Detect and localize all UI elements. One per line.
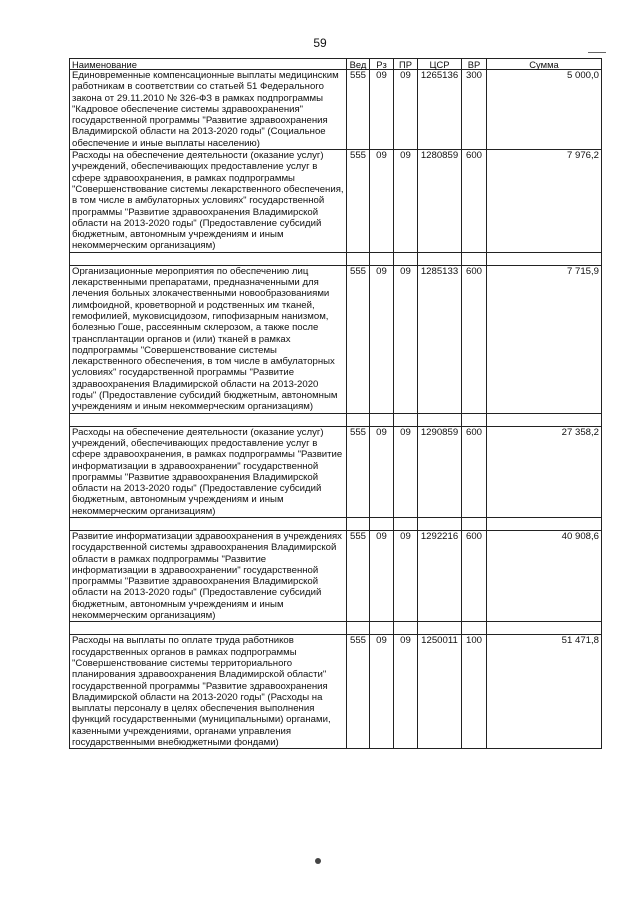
row-vr: 600: [462, 265, 487, 413]
table-row: [70, 265, 602, 413]
row-sum: 5 000,0: [487, 70, 602, 150]
page-number: 59: [313, 36, 327, 50]
row-pr: 09: [394, 530, 418, 621]
row-name: Расходы на выплаты по оплате труда работников государственных органов в рамках подпрограммы "Совершенствование системы территориального планирования здравоохранения Владимирской области" государственной программы "Развитие здравоохранения Владимирской области на 2013-2020 годы" (Расходы на выплаты персоналу в целях обеспечения выполнения функций государственными (муниципальными) органами, казенными учреждениями, органами управления государственными внебюджетными фондами): [70, 635, 347, 749]
row-csr: 1250011: [418, 635, 462, 749]
row-pr: 09: [394, 426, 418, 517]
header-ved: Вед: [347, 59, 370, 70]
header-name: Наименование: [70, 59, 347, 70]
table-row: [70, 150, 602, 253]
row-ved: 555: [347, 635, 370, 749]
row-rz: 09: [370, 426, 394, 517]
row-name: Расходы на обеспечение деятельности (оказание услуг) учреждений, обеспечивающих предоставление услуг в сфере здравоохранения, в рамках подпрограммы "Совершенствование системы лекарственного обеспечения, в том числе в амбулаторных условиях" государственной программы "Развитие здравоохранения Владимирской области на 2013-2020 годы" (Предоставление субсидий бюджетным, автономным учреждениям и иным некоммерческим организациям): [70, 150, 347, 253]
row-rz: 09: [370, 530, 394, 621]
row-pr: 09: [394, 635, 418, 749]
table-row: [70, 426, 602, 517]
row-sum: 27 358,2: [487, 426, 602, 517]
row-rz: 09: [370, 150, 394, 253]
row-sum: 7 976,2: [487, 150, 602, 253]
row-sum: 40 908,6: [487, 530, 602, 621]
row-sum: 51 471,8: [487, 635, 602, 749]
row-gap: [70, 413, 602, 426]
row-csr: 1292216: [418, 530, 462, 621]
row-vr: 100: [462, 635, 487, 749]
row-name: Единовременные компенсационные выплаты медицинским работникам в соответствии со статьей 51 Федерального закона от 29.11.2010 № 326-ФЗ в рамках подпрограммы "Кадровое обеспечение системы здравоохранения" государственной программы "Развитие здравоохранения Владимирской области на 2013-2020 годы" (Социальное обеспечение и иные выплаты населению): [70, 70, 347, 150]
row-ved: 555: [347, 150, 370, 253]
row-pr: 09: [394, 265, 418, 413]
row-vr: 600: [462, 426, 487, 517]
margin-mark: [588, 52, 606, 53]
row-csr: 1285133: [418, 265, 462, 413]
row-ved: 555: [347, 70, 370, 150]
row-rz: 09: [370, 635, 394, 749]
row-csr: 1265136: [418, 70, 462, 150]
header-sum: Сумма: [487, 59, 602, 70]
table-row: [70, 70, 602, 150]
row-gap: [70, 622, 602, 635]
row-ved: 555: [347, 265, 370, 413]
row-pr: 09: [394, 70, 418, 150]
header-csr: ЦСР: [418, 59, 462, 70]
row-vr: 600: [462, 150, 487, 253]
row-name: Развитие информатизации здравоохранения в учреждениях государственной системы здравоохранения Владимирской области в рамках подпрограммы "Развитие информатизации в здравоохранении" государственной программы "Развитие здравоохранения Владимирской области на 2013-2020 годы" (Предоставление субсидий бюджетным, автономным учреждениям и иным некоммерческим организациям): [70, 530, 347, 621]
row-rz: 09: [370, 70, 394, 150]
row-ved: 555: [347, 426, 370, 517]
header-rz: Рз: [370, 59, 394, 70]
table-header-row: [70, 59, 602, 70]
table-row: [70, 635, 602, 749]
row-sum: 7 715,9: [487, 265, 602, 413]
row-gap: [70, 252, 602, 265]
row-vr: 600: [462, 530, 487, 621]
row-ved: 555: [347, 530, 370, 621]
row-vr: 300: [462, 70, 487, 150]
budget-table: [69, 58, 602, 749]
row-name: Организационные мероприятия по обеспечению лиц лекарственными препаратами, предназначенными для лечения больных злокачественными новообразованиями лимфоидной, кроветворной и родственных им тканей, гемофилией, муковисцидозом, гипофизарным нанизмом, болезнью Гоше, рассеянным склерозом, а также после трансплантации органов и (или) тканей в рамках подпрограммы "Совершенствование системы лекарственного обеспечения, в том числе в амбулаторных условиях" государственной программы "Развитие здравоохранения Владимирской области на 2013-2020 годы" (Предоставление субсидий бюджетным, автономным учреждениям и иным некоммерческим организациям): [70, 265, 347, 413]
header-vr: ВР: [462, 59, 487, 70]
row-name: Расходы на обеспечение деятельности (оказание услуг) учреждений, обеспечивающих предоставление услуг в сфере здравоохранения, в рамках подпрограммы "Развитие информатизации в здравоохранении" государственной программы "Развитие здравоохранения Владимирской области на 2013-2020 годы" (Предоставление субсидий бюджетным, автономным учреждениям и иным некоммерческим организациям): [70, 426, 347, 517]
table-row: [70, 530, 602, 621]
row-gap: [70, 517, 602, 530]
row-pr: 09: [394, 150, 418, 253]
row-rz: 09: [370, 265, 394, 413]
header-pr: ПР: [394, 59, 418, 70]
scan-dot-mark: [315, 858, 321, 864]
row-csr: 1290859: [418, 426, 462, 517]
row-csr: 1280859: [418, 150, 462, 253]
